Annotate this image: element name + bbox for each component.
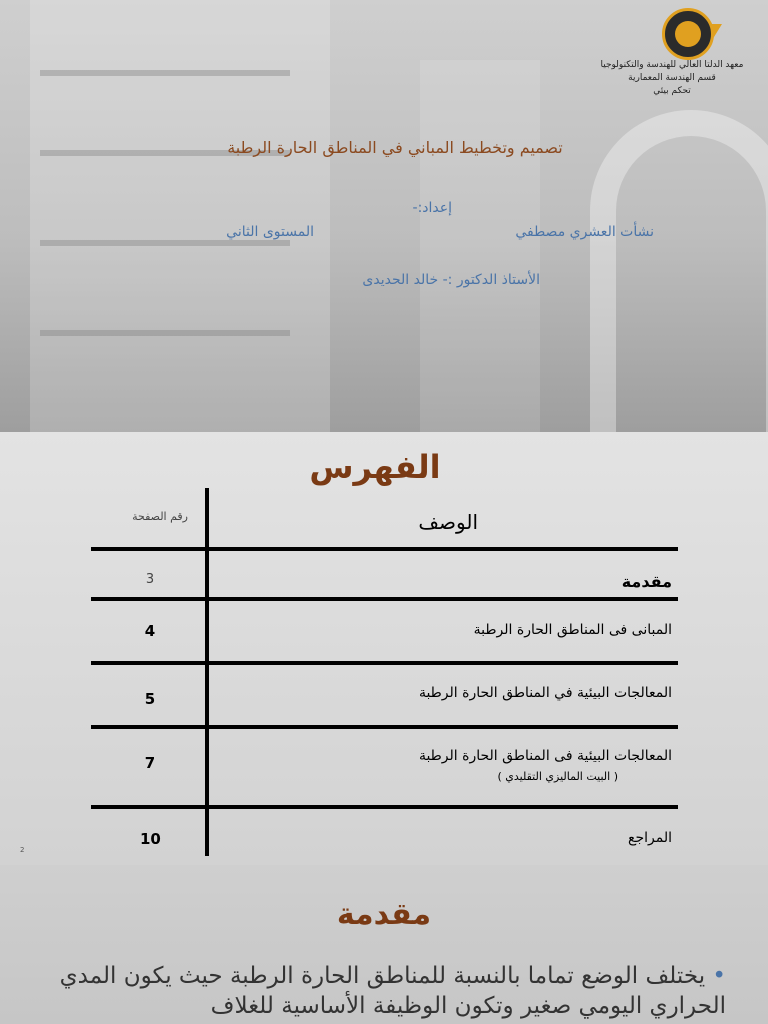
building-background [30, 0, 330, 432]
table-divider-vertical [205, 488, 209, 856]
prepared-label: إعداد:- [412, 200, 452, 216]
table-rule [91, 805, 678, 809]
toc-row-desc: المراجع [628, 830, 672, 846]
institute-logo [662, 8, 714, 60]
intro-slide [0, 865, 768, 1024]
toc-row-subtitle: ( البيت الماليزي التقليدي ) [497, 770, 618, 783]
intro-body [26, 961, 726, 1021]
toc-row-page: 5 [144, 690, 156, 708]
toc-row-page: 7 [144, 754, 156, 772]
department-name: قسم الهندسة المعمارية [628, 73, 716, 83]
balcony [40, 240, 290, 246]
toc-row-page: 4 [144, 622, 156, 640]
toc-slide [0, 432, 768, 865]
header-description: الوصف [418, 510, 478, 534]
toc-row-desc: المبانى فى المناطق الحارة الرطبة [473, 622, 672, 638]
table-rule [91, 725, 678, 729]
intro-text: يختلف الوضع تماما بالنسبة للمناطق الحارة الرطبة حيث يكون المدي الحراري اليومي صغير وتكون الوظيفة الأساسية للغلاف [59, 963, 726, 1019]
course-name: تحكم بيئي [653, 86, 691, 96]
supervisor: الأستاذ الدكتور :- خالد الحديدى [362, 272, 540, 288]
slide-number: 2 [20, 846, 25, 854]
building-background [420, 60, 540, 432]
table-rule [91, 547, 678, 551]
toc-row-page: 10 [140, 830, 161, 848]
student-level: المستوى الثاني [226, 224, 314, 240]
toc-row-page: 3 [145, 572, 155, 587]
balcony [40, 70, 290, 76]
intro-title: مقدمة [336, 897, 432, 932]
arch-building [590, 110, 768, 432]
toc-row-desc: المعالجات البيئية في المناطق الحارة الرطبة [418, 685, 672, 701]
institute-name: معهد الدلتا العالي للهندسة والتكنولوجيا [600, 60, 744, 70]
toc-title: الفهرس [309, 448, 441, 486]
cover-slide [0, 0, 768, 432]
author-name: نشأت العشري مصطفي [515, 224, 654, 240]
toc-row-desc: المعالجات البيئية فى المناطق الحارة الرطبة [418, 748, 672, 764]
table-rule [91, 661, 678, 665]
bullet-icon: • [712, 963, 726, 989]
toc-row-desc: مقدمة [621, 572, 672, 591]
header-page: رقم الصفحة [132, 510, 188, 523]
balcony [40, 330, 290, 336]
cover-title: تصميم وتخطيط المباني في المناطق الحارة الرطبة [227, 138, 563, 157]
table-rule [91, 597, 678, 601]
